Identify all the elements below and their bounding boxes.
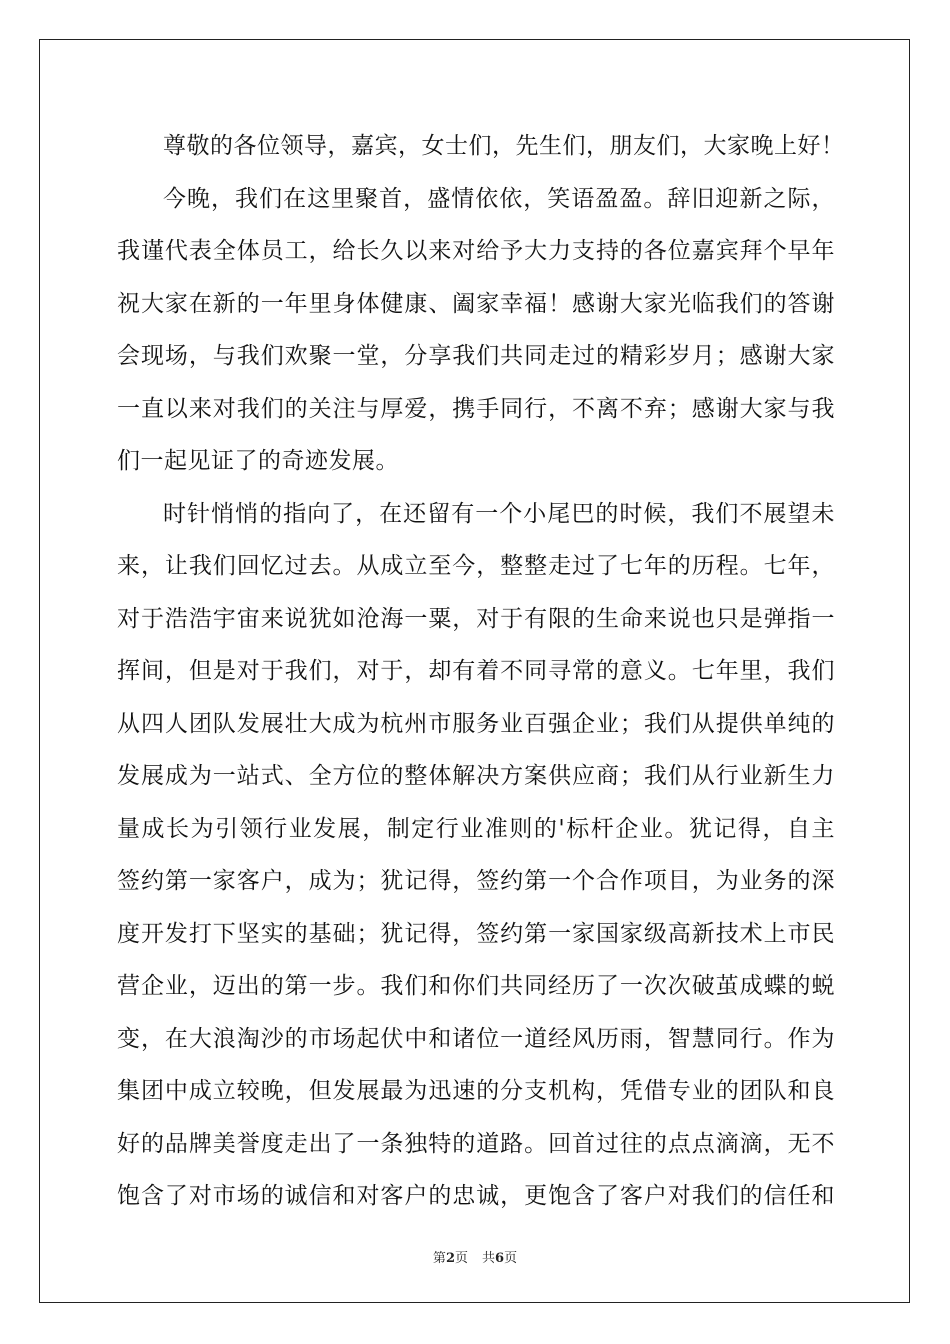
greeting-line: 尊敬的各位领导，嘉宾，女士们，先生们，朋友们，大家晚上好！	[163, 133, 845, 159]
page-prefix: 第	[432, 1251, 446, 1266]
paragraph-line: 挥间，但是对于我们，对于，却有着不同寻常的意义。七年里，我们	[117, 658, 835, 684]
paragraph-line: 度开发打下坚实的基础；犹记得，签约第一家国家级高新技术上市民	[117, 920, 835, 947]
paragraph-line: 从四人团队发展壮大成为杭州市服务业百强企业；我们从提供单纯的	[117, 710, 835, 737]
paragraph-line: 发展成为一站式、全方位的整体解决方案供应商；我们从行业新生力	[117, 763, 835, 789]
paragraph-line: 我谨代表全体员工，给长久以来对给予大力支持的各位嘉宾拜个早年	[117, 238, 835, 264]
paragraph-line: 变，在大浪淘沙的市场起伏中和诸位一道经风历雨，智慧同行。作为	[117, 1025, 835, 1052]
paragraph-line: 时针悄悄的指向了，在还留有一个小尾巴的时候，我们不展望未	[163, 500, 835, 527]
paragraph-line: 会现场，与我们欢聚一堂，分享我们共同走过的精彩岁月；感谢大家	[117, 343, 835, 369]
paragraph-line: 祝大家在新的一年里身体健康、阖家幸福！感谢大家光临我们的答谢	[117, 290, 835, 317]
paragraph-line: 对于浩浩宇宙来说犹如沧海一粟，对于有限的生命来说也只是弹指一	[117, 605, 835, 632]
paragraph-line: 们一起见证了的奇迹发展。	[117, 448, 399, 474]
paragraph-line: 来，让我们回忆过去。从成立至今，整整走过了七年的历程。七年，	[117, 553, 835, 579]
total-page-number: 6	[495, 1251, 505, 1266]
paragraph-line: 今晚，我们在这里聚首，盛情依依，笑语盈盈。辞旧迎新之际，	[163, 185, 835, 212]
page-footer	[0, 1247, 950, 1266]
paragraph-line: 集团中成立较晚，但发展最为迅速的分支机构，凭借专业的团队和良	[117, 1078, 835, 1104]
current-page-number: 2	[445, 1251, 455, 1266]
paragraph-line: 饱含了对市场的诚信和对客户的忠诚，更饱含了客户对我们的信任和	[117, 1183, 835, 1209]
total-prefix: 共	[482, 1251, 496, 1266]
paragraph-line: 签约第一家客户，成为；犹记得，签约第一个合作项目，为业务的深	[117, 868, 835, 894]
document-body	[117, 120, 845, 1223]
paragraph-line: 量成长为引领行业发展，制定行业准则的'标杆企业。犹记得，自主	[117, 815, 835, 842]
paragraph-line: 一直以来对我们的关注与厚爱，携手同行，不离不弃；感谢大家与我	[117, 395, 835, 422]
paragraph-line: 营企业，迈出的第一步。我们和你们共同经历了一次次破茧成蝶的蜕	[117, 973, 835, 999]
total-unit: 页	[504, 1251, 518, 1266]
paragraph-line: 好的品牌美誉度走出了一条独特的道路。回首过往的点点滴滴，无不	[117, 1130, 835, 1157]
page-unit: 页	[454, 1251, 468, 1266]
